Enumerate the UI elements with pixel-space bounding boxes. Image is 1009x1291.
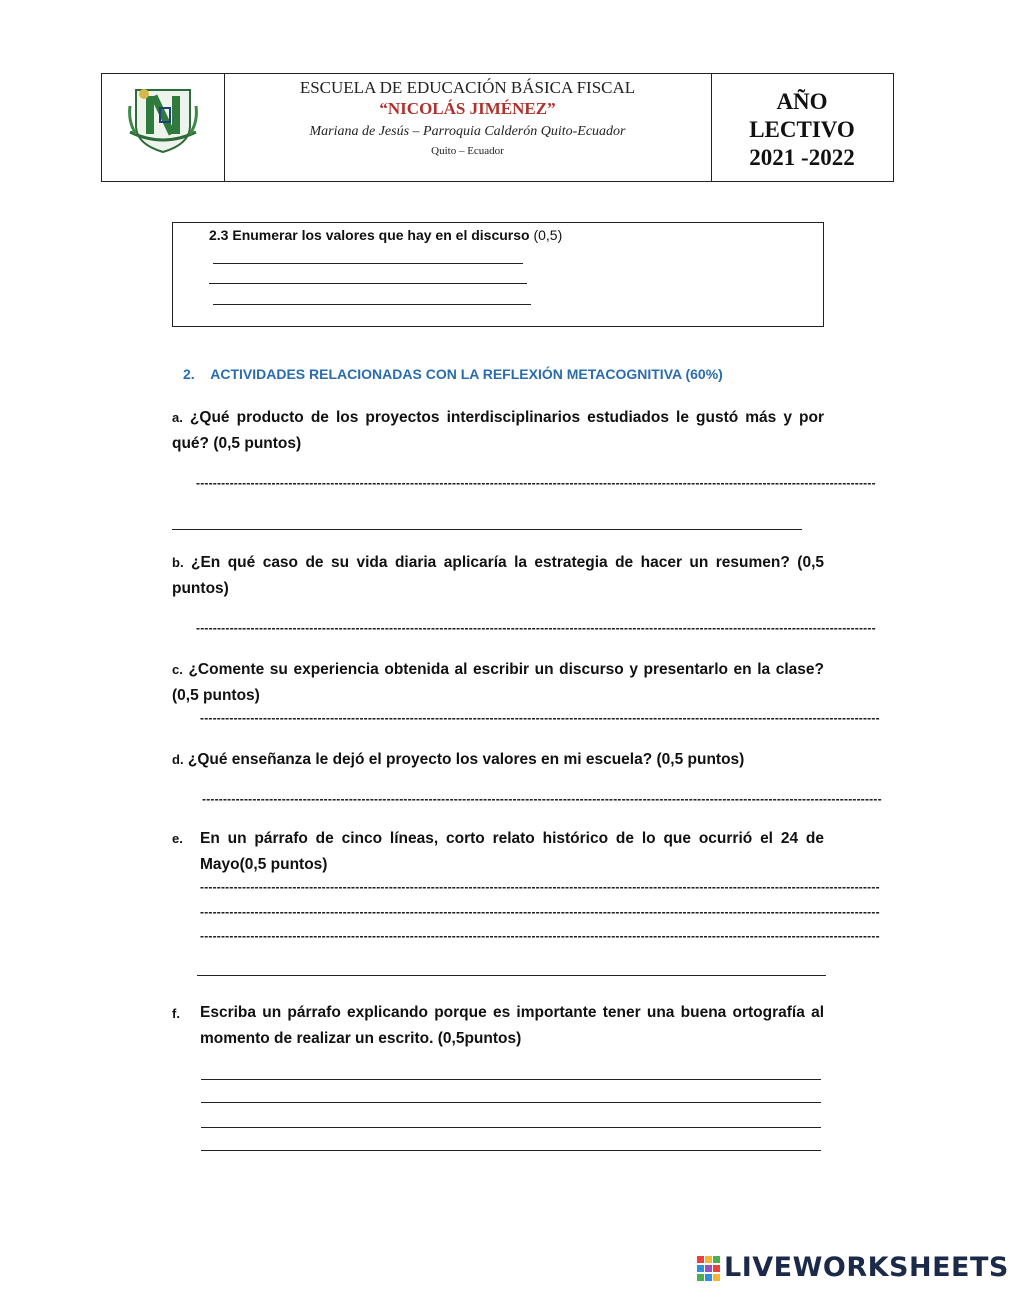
question-letter: a. [172,410,183,425]
liveworksheets-logo-icon [697,1256,721,1282]
question-text: En un párrafo de cinco líneas, corto relato histórico de lo que ocurrió el 24 de Mayo(0,5 puntos) [200,830,824,873]
year-label-1: AÑO [776,89,828,114]
answer-dashed-line[interactable]: ------------------------------------------------------------------------------------------------------------------------------------------------------------------ [202,792,882,806]
answer-line[interactable] [209,283,527,284]
question-e [200,826,824,878]
answer-dashed-line[interactable]: ------------------------------------------------------------------------------------------------------------------------------------------------------------------ [196,476,876,490]
answer-line[interactable] [213,263,523,264]
year-value: 2021 -2022 [749,145,855,170]
question-2-3-text: 2.3 Enumerar los valores que hay en el discurso [209,227,530,243]
liveworksheets-brand: LIVEWORKSHEETS [724,1252,1009,1283]
question-text: ¿Comente su experiencia obtenida al escribir un discurso y presentarlo en la clase? (0,5 puntos) [172,661,824,704]
question-a [172,405,824,457]
question-text: Escriba un párrafo explicando porque es importante tener una buena ortografía al momento de realizar un escrito. (0,5puntos) [200,1004,824,1047]
question-b [172,550,824,602]
question-2-3-box [172,222,824,327]
question-text: ¿Qué enseñanza le dejó el proyecto los valores en mi escuela? (0,5 puntos) [187,751,745,768]
header-table [101,73,894,182]
answer-dashed-line[interactable]: ------------------------------------------------------------------------------------------------------------------------------------------------------------------ [200,711,880,725]
question-letter: c. [172,662,183,677]
section-number: 2. [183,366,195,382]
answer-line[interactable] [201,1127,821,1128]
question-f [200,1000,824,1052]
section-heading [183,366,723,382]
year-label-2: LECTIVO [749,117,855,142]
answer-line[interactable] [201,1150,821,1151]
school-city: Quito – Ecuador [431,145,504,157]
answer-line[interactable] [201,1102,821,1103]
year-cell [711,74,893,181]
answer-dashed-line[interactable]: ------------------------------------------------------------------------------------------------------------------------------------------------------------------ [200,929,880,943]
question-letter: b. [172,555,184,570]
question-letter: d. [172,752,184,767]
question-letter: f. [172,1006,180,1021]
answer-line[interactable] [197,975,826,976]
question-c [172,657,824,709]
question-letter: e. [172,831,183,846]
school-name: “NICOLÁS JIMÉNEZ” [379,99,556,118]
school-address: Mariana de Jesús – Parroquia Calderón Quito-Ecuador [309,124,626,139]
school-info-cell [224,74,712,181]
answer-dashed-line[interactable]: ------------------------------------------------------------------------------------------------------------------------------------------------------------------ [200,905,880,919]
question-text: ¿Qué producto de los proyectos interdisciplinarios estudiados le gustó más y por qué? (0,5 puntos) [172,409,824,452]
answer-dashed-line[interactable]: ------------------------------------------------------------------------------------------------------------------------------------------------------------------ [196,621,876,635]
question-2-3-title [209,227,562,243]
answer-dashed-line[interactable]: ------------------------------------------------------------------------------------------------------------------------------------------------------------------ [200,880,880,894]
school-crest-icon [126,82,200,156]
logo-cell [102,74,225,181]
answer-line[interactable] [213,304,531,305]
question-text: ¿En qué caso de su vida diaria aplicaría la estrategia de hacer un resumen? (0,5 puntos) [172,554,824,597]
section-title: ACTIVIDADES RELACIONADAS CON LA REFLEXIÓN METACOGNITIVA (60%) [210,366,723,382]
answer-line[interactable] [172,529,802,530]
question-d [172,747,824,773]
school-line: ESCUELA DE EDUCACIÓN BÁSICA FISCAL [299,78,636,97]
answer-line[interactable] [201,1079,821,1080]
question-2-3-points: (0,5) [529,227,563,243]
